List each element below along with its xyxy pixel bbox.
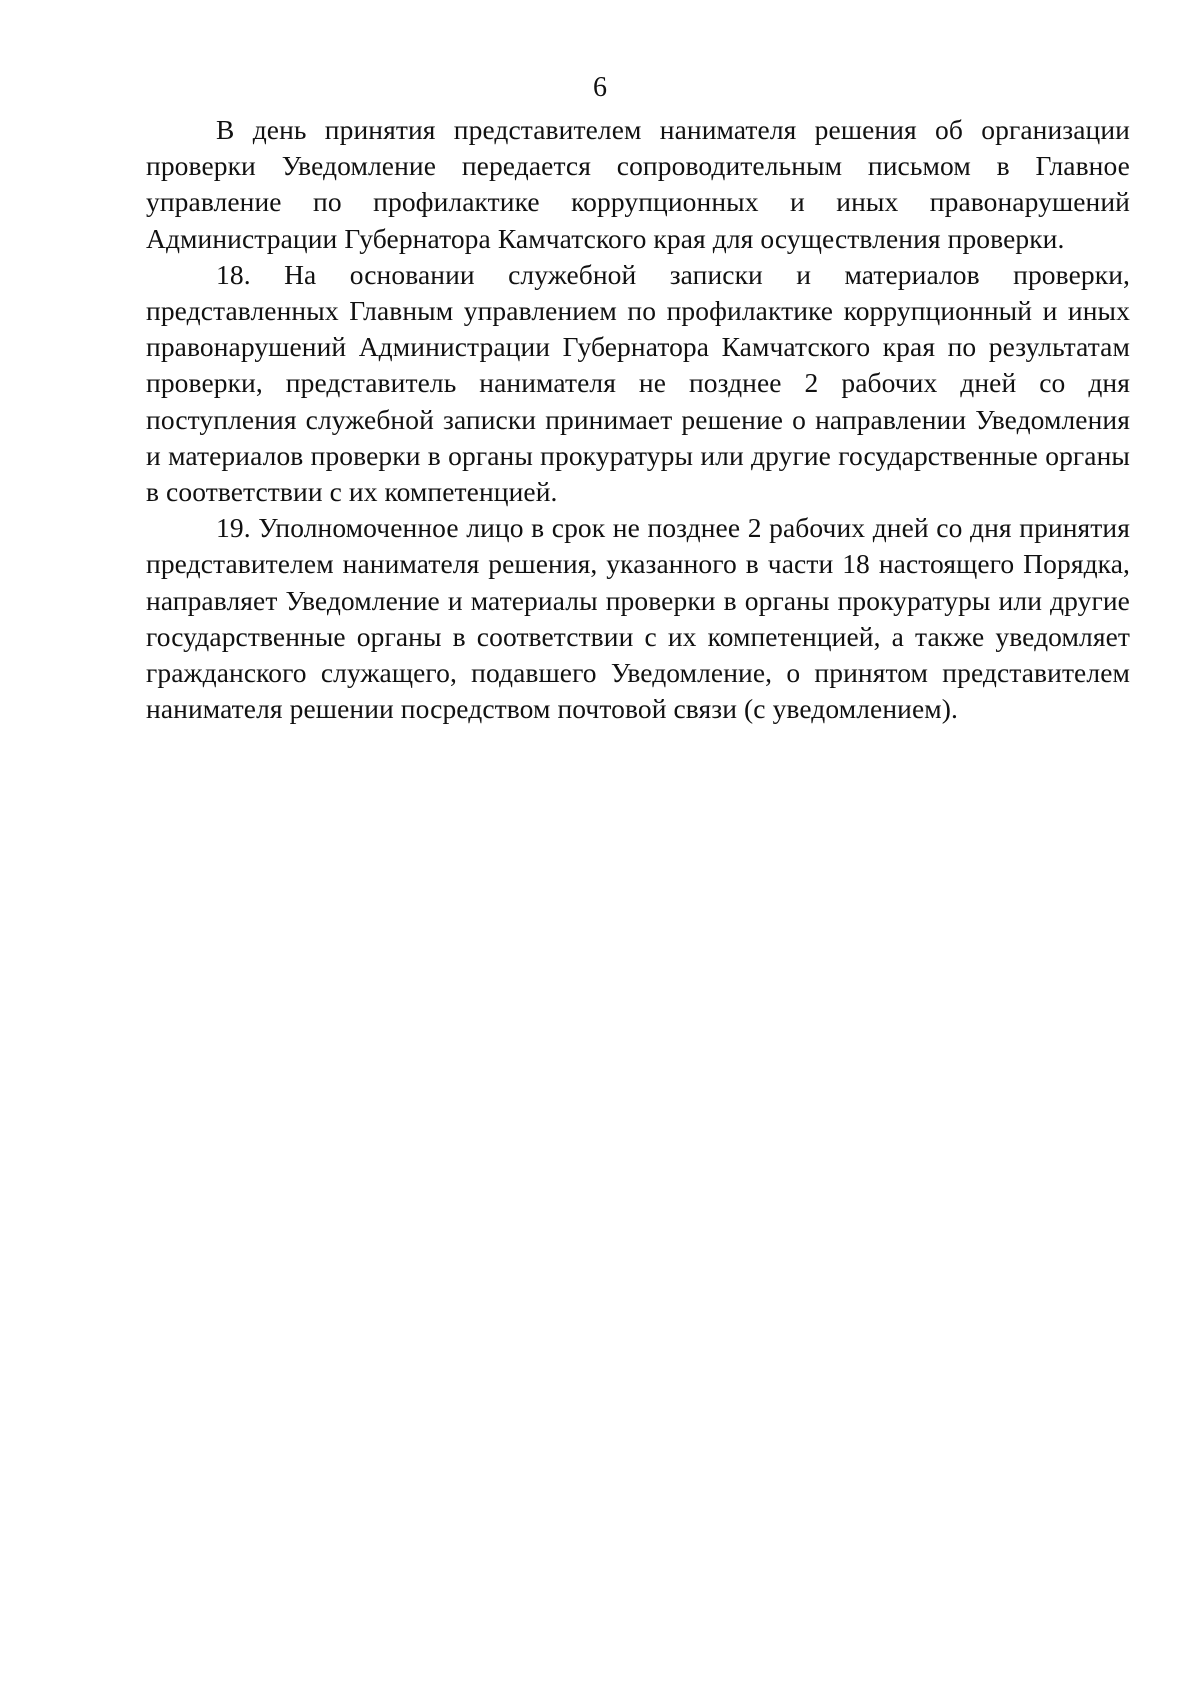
paragraph-verification-transfer: В день принятия представителем нанимателя решения об организации проверки Уведомление передается сопроводительным письмом в Главное управление по профилактике коррупционных и иных правонарушений Администрации Губернатора Камчатского края для осуществления проверки. [146, 114, 1130, 254]
paragraph-item-18: 18. На основании служебной записки и материалов проверки, представленных Главным управлением по профилактике коррупционный и иных правонарушений Администрации Губернатора Камчатского края по результатам проверки, представитель нанимателя не позднее 2 рабочих дней со дня поступления служебной записки принимает решение о направлении Уведомления и материалов проверки в органы прокуратуры или другие государственные органы в соответствии с их компетенцией. [146, 258, 1130, 508]
document-body [146, 112, 1130, 727]
page-number: 6 [593, 72, 607, 103]
paragraph-item-19: 19. Уполномоченное лицо в срок не позднее 2 рабочих дней со дня принятия представителем нанимателя решения, указанного в части 18 настоящего Порядка, направляет Уведомление и материалы проверки в органы прокуратуры или другие государственные органы в соответствии с их компетенцией, а также уведомляет гражданского служащего, подавшего Уведомление, о принятом представителем нанимателя решении посредством почтовой связи (с уведомлением). [146, 512, 1130, 725]
